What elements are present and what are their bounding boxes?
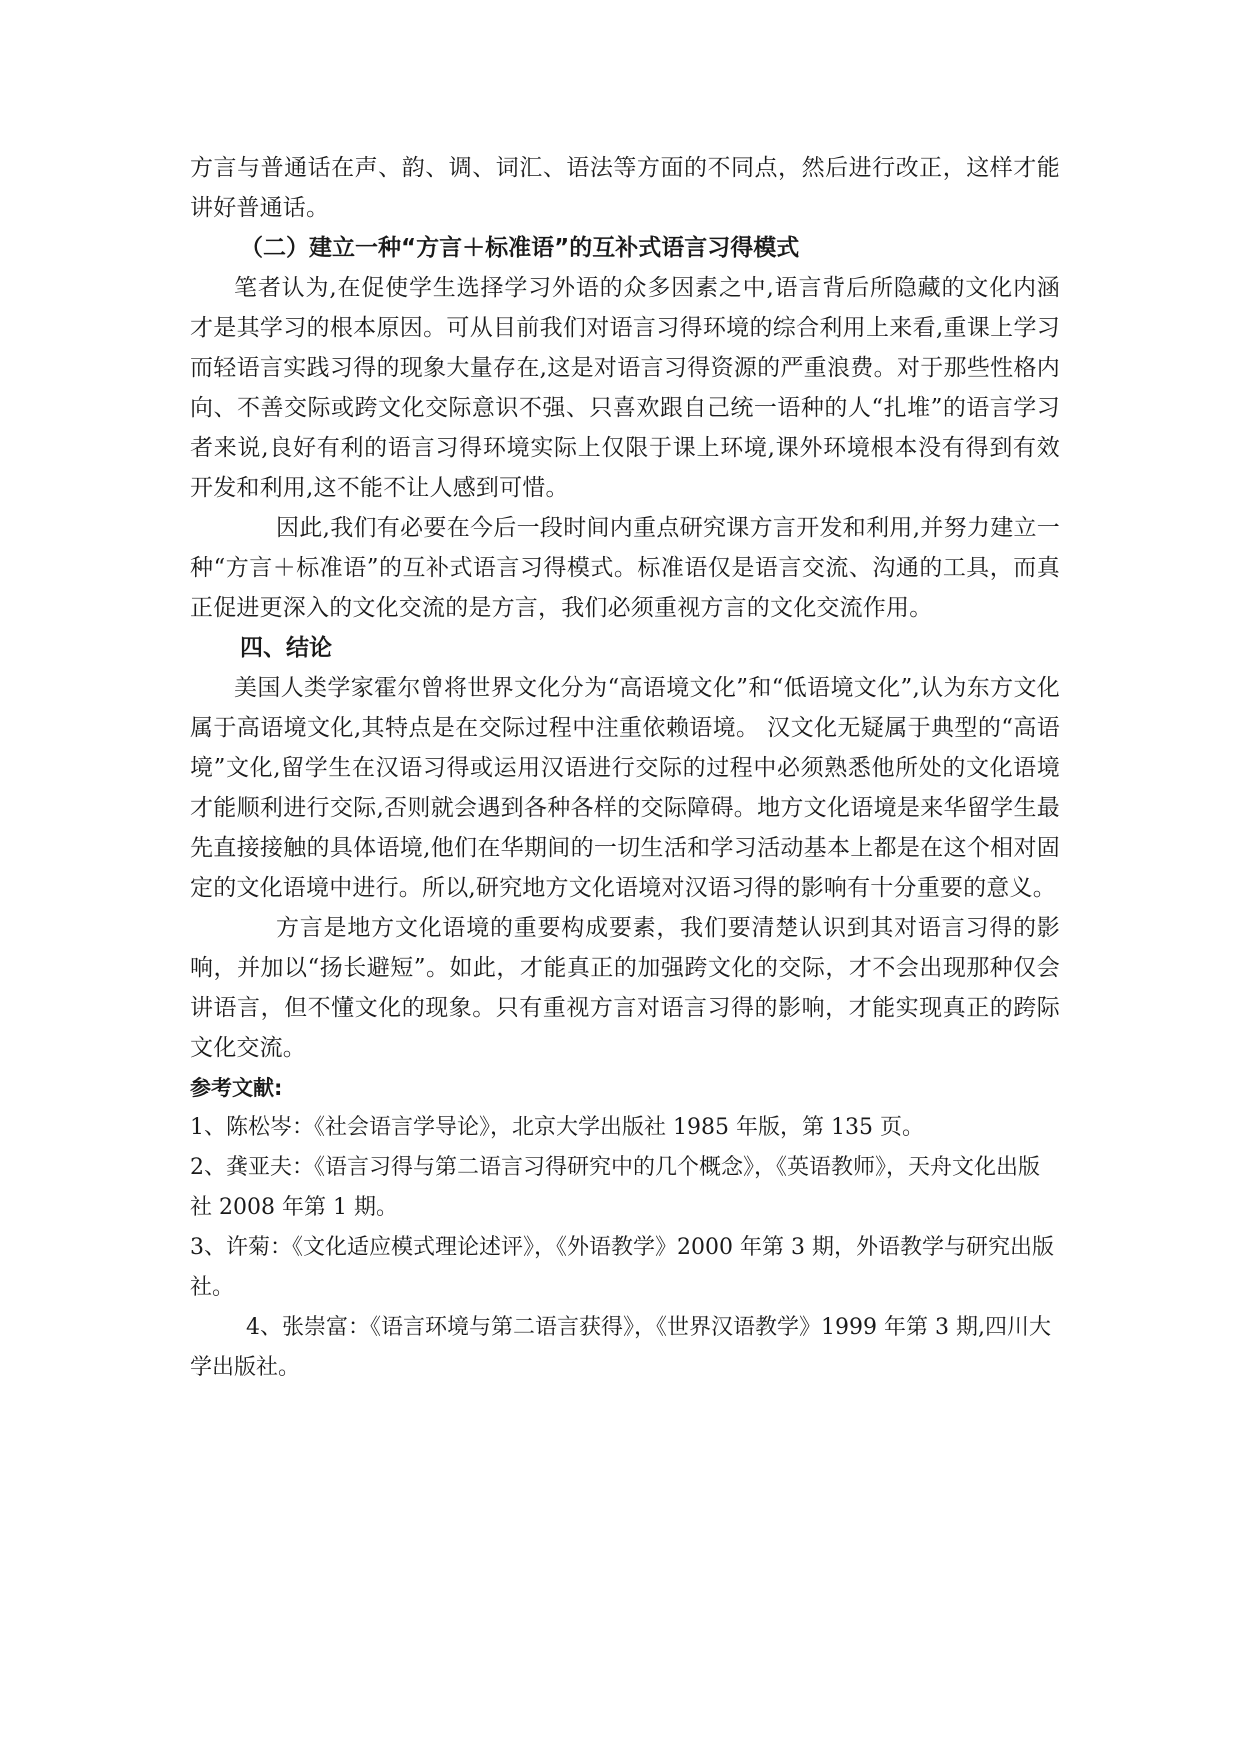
paragraph-body: 美国人类学家霍尔曾将世界文化分为“高语境文化”和“低语境文化”,认为东方文化属于高语境文化,其特点是在交际过程中注重依赖语境。 汉文化无疑属于典型的“高语境”文化,留学生在汉语习得或运用汉语进行交际的过程中必须熟悉他所处的文化语境才能顺利进行交际,否则就会遇到各种各样的交际障碍。地方文化语境是来华留学生最先直接接触的具体语境,他们在华期间的一切生活和学习活动基本上都是在这个相对固定的文化语境中进行。所以,研究地方文化语境对汉语习得的影响有十分重要的意义。 [190,675,1060,901]
reference-item: 2、龚亚夫：《语言习得与第二语言习得研究中的几个概念》，《英语教师》，天舟文化出版社 2008 年第 1 期。 [190,1155,1041,1220]
reference-item: 4、张崇富：《语言环境与第二语言获得》，《世界汉语教学》1999 年第 3 期,四川大学出版社。 [190,1315,1051,1380]
paragraph-body: 因此,我们有必要在今后一段时间内重点研究课方言开发和利用,并努力建立一种“方言＋标准语”的互补式语言习得模式。标准语仅是语言交流、沟通的工具，而真正促进更深入的文化交流的是方言，我们必须重视方言的文化交流作用。 [190,515,1060,621]
reference-item: 3、许菊：《文化适应模式理论述评》，《外语教学》2000 年第 3 期，外语教学与研究出版社。 [190,1235,1054,1300]
paragraph-body: 方言是地方文化语境的重要构成要素，我们要清楚认识到其对语言习得的影响，并加以“扬长避短”。如此，才能真正的加强跨文化的交际，才不会出现那种仅会讲语言，但不懂文化的现象。只有重视方言对语言习得的影响，才能实现真正的跨际文化交流。 [190,915,1060,1061]
paragraph-body: 笔者认为,在促使学生选择学习外语的众多因素之中,语言背后所隐藏的文化内涵才是其学习的根本原因。可从目前我们对语言习得环境的综合利用上来看,重课上学习而轻语言实践习得的现象大量存在,这是对语言习得资源的严重浪费。对于那些性格内向、不善交际或跨文化交际意识不强、只喜欢跟自己统一语种的人“扎堆”的语言学习者来说,良好有利的语言习得环境实际上仅限于课上环境,课外环境根本没有得到有效开发和利用,这不能不让人感到可惜。 [190,275,1060,501]
section-heading-conclusion: 四、结论 [240,635,332,661]
paragraph-continuation: 方言与普通话在声、韵、调、词汇、语法等方面的不同点，然后进行改正，这样才能讲好普通话。 [190,155,1060,221]
references-title: 参考文献: [190,1076,283,1100]
document-page [190,148,1060,1388]
section-subheading: （二）建立一种“方言＋标准语”的互补式语言习得模式 [240,235,800,261]
reference-item: 1、陈松岑：《社会语言学导论》，北京大学出版社 1985 年版，第 135 页。 [190,1115,924,1140]
